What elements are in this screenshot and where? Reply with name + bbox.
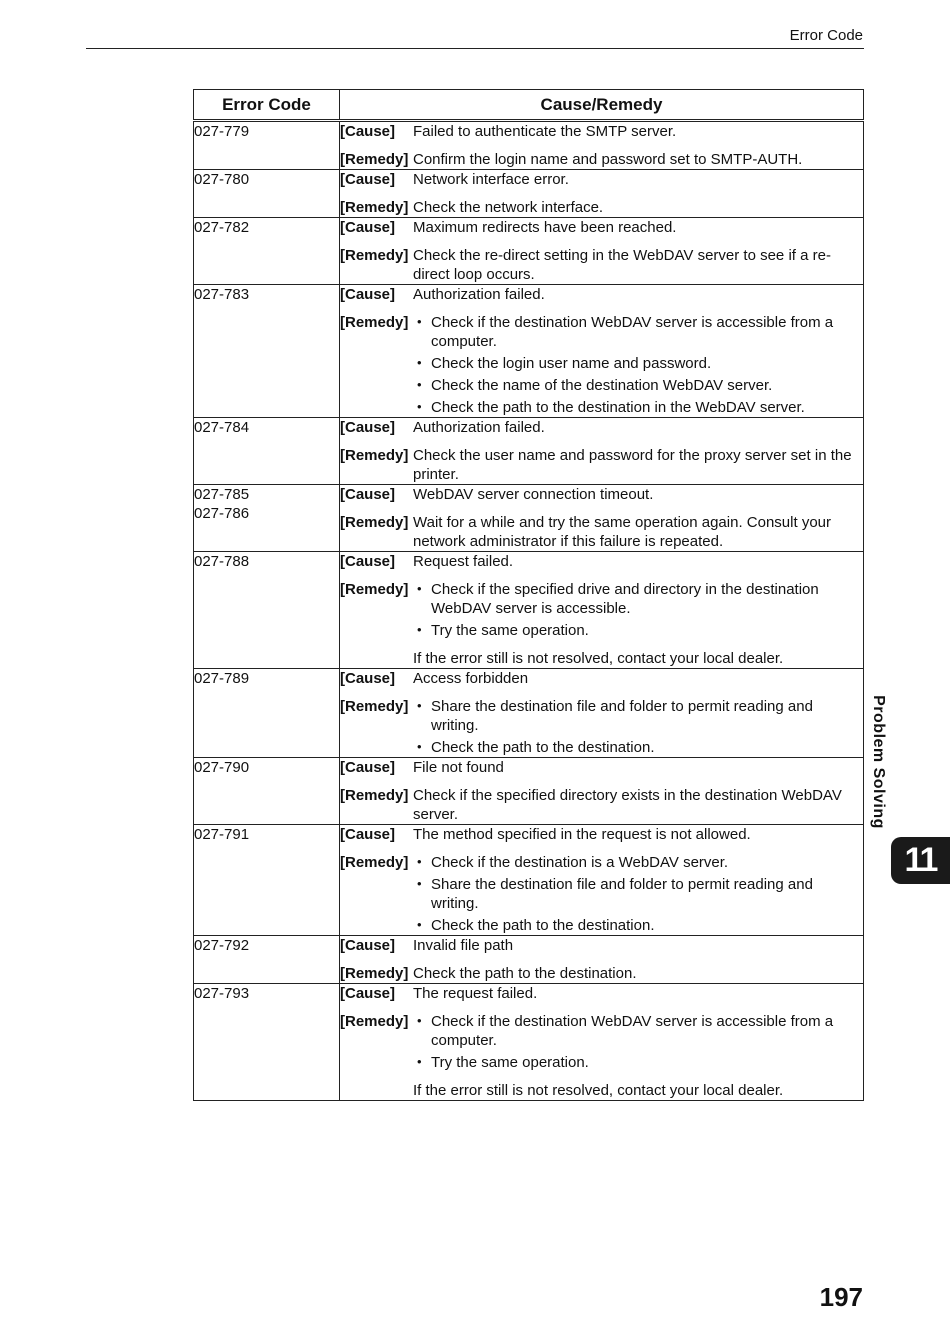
cause-line [340, 122, 863, 141]
cause-remedy-cell [340, 758, 864, 825]
cause-text: Maximum redirects have been reached. [413, 219, 677, 236]
remedy-text: Check the user name and password for the proxy server set in the printer. [413, 447, 852, 483]
remedy-tag: [Remedy] [340, 1013, 409, 1030]
remedy-note: If the error still is not resolved, contact your local dealer. [413, 1082, 784, 1099]
remedy-bullet-text: Check if the destination WebDAV server is accessible from a computer. [431, 1013, 834, 1049]
running-header: Error Code [789, 27, 863, 44]
cause-line [340, 285, 863, 304]
remedy-bullet-item [413, 697, 863, 735]
table-row [194, 418, 864, 485]
remedy-line [340, 198, 863, 217]
error-code-value: 027-788 [194, 553, 250, 570]
cause-line [340, 552, 863, 571]
remedy-line [340, 786, 863, 824]
remedy-line [340, 313, 863, 417]
error-code-cell [194, 170, 340, 218]
remedy-tag: [Remedy] [340, 787, 409, 804]
bullet-icon: • [417, 1013, 422, 1028]
cause-remedy-cell [340, 218, 864, 285]
bullet-icon: • [417, 917, 422, 932]
error-code-cell [194, 485, 340, 552]
cause-remedy-cell [340, 936, 864, 984]
cause-text: WebDAV server connection timeout. [413, 486, 654, 503]
cause-tag: [Cause] [340, 123, 396, 140]
remedy-bullet-list [413, 697, 863, 757]
bullet-icon: • [417, 1054, 422, 1069]
remedy-bullet-text: Share the destination file and folder to permit reading and writing. [431, 698, 813, 734]
cause-line [340, 418, 863, 437]
cause-remedy-cell [340, 552, 864, 669]
table-header-row [194, 90, 864, 121]
cause-remedy-cell [340, 984, 864, 1101]
error-code-value: 027-792 [194, 937, 250, 954]
remedy-tag: [Remedy] [340, 854, 409, 871]
cause-tag: [Cause] [340, 670, 396, 687]
remedy-bullet-list [413, 580, 863, 640]
remedy-bullet-text: Check the login user name and password. [431, 355, 712, 372]
remedy-line [340, 446, 863, 484]
error-code-cell [194, 936, 340, 984]
cause-tag: [Cause] [340, 219, 396, 236]
remedy-tag: [Remedy] [340, 199, 409, 216]
remedy-tag: [Remedy] [340, 514, 409, 531]
remedy-bullet-item [413, 738, 863, 757]
remedy-bullet-text: Share the destination file and folder to permit reading and writing. [431, 876, 813, 912]
remedy-tag: [Remedy] [340, 314, 409, 331]
cause-text: Network interface error. [413, 171, 569, 188]
table-row [194, 285, 864, 418]
remedy-tag: [Remedy] [340, 698, 409, 715]
table-row [194, 121, 864, 170]
remedy-bullet-item [413, 1053, 863, 1072]
cause-tag: [Cause] [340, 759, 396, 776]
remedy-bullet-item [413, 875, 863, 913]
cause-text: Access forbidden [413, 670, 529, 687]
error-code-table [193, 89, 864, 1101]
bullet-icon: • [417, 377, 422, 392]
remedy-text: Confirm the login name and password set to SMTP-AUTH. [413, 151, 803, 168]
table-row [194, 936, 864, 984]
remedy-tag: [Remedy] [340, 965, 409, 982]
remedy-bullet-text: Check the path to the destination. [431, 739, 655, 756]
cause-tag: [Cause] [340, 553, 396, 570]
page-number: 197 [819, 1282, 863, 1312]
remedy-line [340, 964, 863, 983]
remedy-text: Check the re-direct setting in the WebDAV server to see if a re-direct loop occurs. [413, 247, 831, 283]
chapter-tab [891, 837, 950, 884]
cause-remedy-cell [340, 418, 864, 485]
remedy-bullet-list [413, 853, 863, 935]
table-body [194, 121, 864, 1101]
error-code-value: 027-783 [194, 286, 250, 303]
remedy-bullet-text: Check the path to the destination. [431, 917, 655, 934]
remedy-tag: [Remedy] [340, 581, 409, 598]
cause-text: The request failed. [413, 985, 538, 1002]
error-code-value: 027-785 [194, 486, 250, 503]
remedy-bullet-item [413, 376, 863, 395]
error-code-value: 027-782 [194, 219, 250, 236]
remedy-tag: [Remedy] [340, 447, 409, 464]
error-code-value: 027-789 [194, 670, 250, 687]
remedy-bullet-item [413, 853, 863, 872]
error-code-cell [194, 758, 340, 825]
error-code-value: 027-793 [194, 985, 250, 1002]
cause-tag: [Cause] [340, 419, 396, 436]
remedy-tag: [Remedy] [340, 151, 409, 168]
bullet-icon: • [417, 739, 422, 754]
cause-line [340, 170, 863, 189]
cause-text: Authorization failed. [413, 286, 545, 303]
cause-text: The method specified in the request is not allowed. [413, 826, 751, 843]
bullet-icon: • [417, 854, 422, 869]
remedy-bullet-text: Check if the destination is a WebDAV server. [431, 854, 729, 871]
table-row [194, 984, 864, 1101]
bullet-icon: • [417, 876, 422, 891]
bullet-icon: • [417, 622, 422, 637]
remedy-text: Check the path to the destination. [413, 965, 637, 982]
cause-remedy-cell [340, 825, 864, 936]
cause-tag: [Cause] [340, 826, 396, 843]
remedy-bullet-item [413, 1012, 863, 1050]
cause-remedy-cell [340, 121, 864, 170]
error-code-value: 027-791 [194, 826, 250, 843]
error-code-cell [194, 552, 340, 669]
error-code-value: 027-779 [194, 123, 250, 140]
header-rule [86, 48, 864, 49]
cause-line [340, 485, 863, 504]
cause-tag: [Cause] [340, 985, 396, 1002]
remedy-line [340, 580, 863, 640]
cause-line [340, 669, 863, 688]
table-row [194, 485, 864, 552]
cause-remedy-cell [340, 285, 864, 418]
column-header-cause-remedy: Cause/Remedy [340, 90, 864, 121]
cause-tag: [Cause] [340, 486, 396, 503]
cause-text: Authorization failed. [413, 419, 545, 436]
remedy-text: Wait for a while and try the same operation again. Consult your network administrator if this failure is repeated. [413, 514, 831, 550]
cause-tag: [Cause] [340, 286, 396, 303]
cause-text: Failed to authenticate the SMTP server. [413, 123, 677, 140]
remedy-line [340, 1012, 863, 1072]
error-code-cell [194, 285, 340, 418]
remedy-note: If the error still is not resolved, contact your local dealer. [413, 650, 784, 667]
table-row [194, 170, 864, 218]
cause-line [340, 984, 863, 1003]
cause-line [340, 218, 863, 237]
remedy-bullet-text: Try the same operation. [431, 1054, 589, 1071]
column-header-error-code: Error Code [194, 90, 340, 121]
remedy-line [340, 853, 863, 935]
cause-tag: [Cause] [340, 937, 396, 954]
remedy-tag: [Remedy] [340, 247, 409, 264]
bullet-icon: • [417, 698, 422, 713]
remedy-bullet-text: Check if the destination WebDAV server is accessible from a computer. [431, 314, 834, 350]
remedy-line [340, 150, 863, 169]
error-code-value: 027-790 [194, 759, 250, 776]
cause-remedy-cell [340, 170, 864, 218]
cause-text: Request failed. [413, 553, 514, 570]
remedy-bullet-text: Check the path to the destination in the WebDAV server. [431, 399, 805, 416]
error-code-cell [194, 984, 340, 1101]
error-code-value: 027-784 [194, 419, 250, 436]
cause-text: File not found [413, 759, 504, 776]
table-row [194, 218, 864, 285]
remedy-line [340, 513, 863, 551]
error-code-value: 027-786 [194, 505, 250, 522]
remedy-text: Check if the specified directory exists in the destination WebDAV server. [413, 787, 842, 823]
table-row [194, 669, 864, 758]
remedy-bullet-item [413, 916, 863, 935]
remedy-line [340, 697, 863, 757]
error-code-value: 027-780 [194, 171, 250, 188]
error-code-cell [194, 418, 340, 485]
section-tab-label: Problem Solving [870, 695, 887, 829]
remedy-bullet-item [413, 621, 863, 640]
cause-line [340, 758, 863, 777]
error-code-cell [194, 825, 340, 936]
remedy-line [340, 246, 863, 284]
cause-line [340, 825, 863, 844]
remedy-bullet-text: Check the name of the destination WebDAV server. [431, 377, 773, 394]
table-row [194, 758, 864, 825]
remedy-bullet-item [413, 398, 863, 417]
table-row [194, 825, 864, 936]
cause-text: Invalid file path [413, 937, 514, 954]
remedy-text: Check the network interface. [413, 199, 604, 216]
error-code-cell [194, 218, 340, 285]
cause-tag: [Cause] [340, 171, 396, 188]
bullet-icon: • [417, 581, 422, 596]
remedy-bullet-item [413, 580, 863, 618]
cause-remedy-cell [340, 485, 864, 552]
remedy-bullet-text: Check if the specified drive and directory in the destination WebDAV server is accessible. [431, 581, 819, 617]
remedy-bullet-item [413, 313, 863, 351]
cause-remedy-cell [340, 669, 864, 758]
remedy-bullet-list [413, 313, 863, 417]
chapter-number: 11 [904, 841, 937, 879]
table-row [194, 552, 864, 669]
bullet-icon: • [417, 355, 422, 370]
remedy-bullet-list [413, 1012, 863, 1072]
error-code-cell [194, 121, 340, 170]
remedy-bullet-text: Try the same operation. [431, 622, 589, 639]
error-code-cell [194, 669, 340, 758]
remedy-bullet-item [413, 354, 863, 373]
cause-line [340, 936, 863, 955]
bullet-icon: • [417, 399, 422, 414]
bullet-icon: • [417, 314, 422, 329]
